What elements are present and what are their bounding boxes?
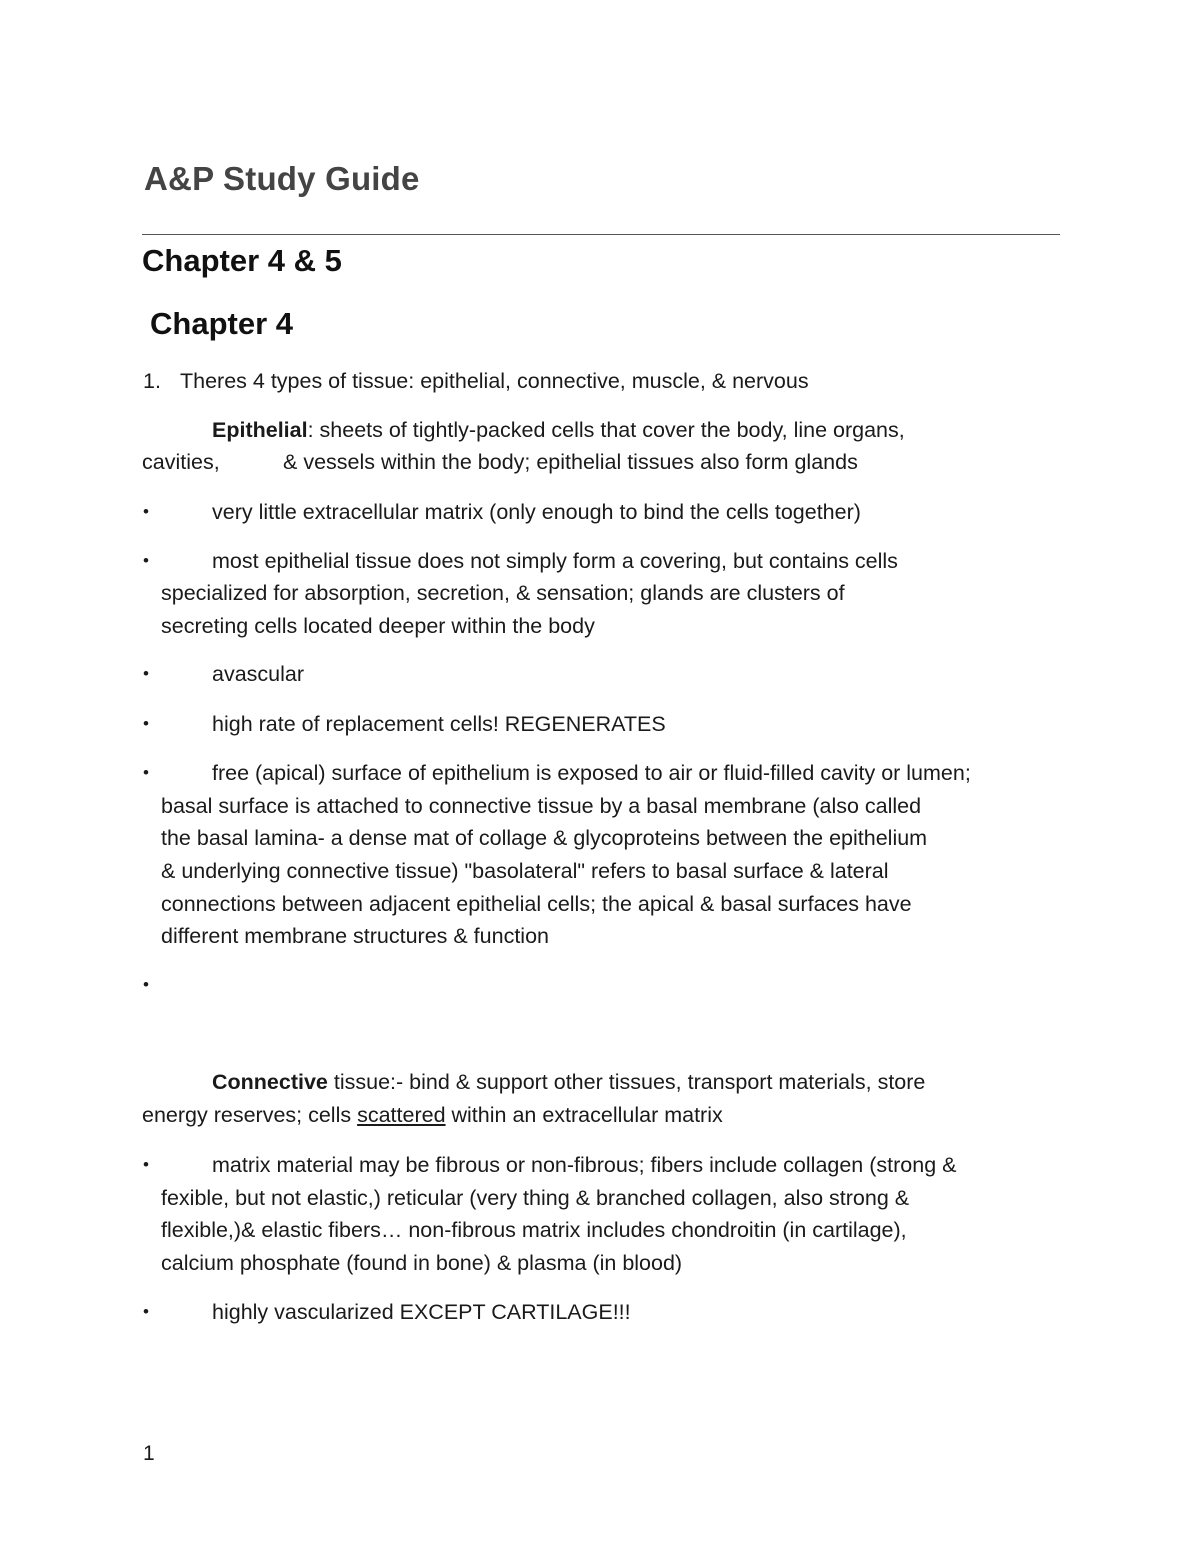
list-item: avascular xyxy=(212,662,305,686)
list-item-continuation: different membrane structures & function xyxy=(161,924,549,948)
connective-definition-text-b: within an extracellular matrix xyxy=(445,1103,723,1127)
connective-definition-line1 xyxy=(212,1066,925,1099)
title-divider xyxy=(142,234,1060,235)
list-item-continuation: the basal lamina- a dense mat of collage & glycoproteins between the epithelium xyxy=(161,826,928,850)
list-item-number: 1. xyxy=(143,369,161,393)
list-item-continuation: fexible, but not elastic,) reticular (very thing & branched collagen, also strong & xyxy=(161,1186,910,1210)
underlined-word: scattered xyxy=(357,1103,446,1127)
list-item-continuation: basal surface is attached to connective tissue by a basal membrane (also called xyxy=(161,794,922,818)
bullet-icon: • xyxy=(143,975,149,994)
list-item: highly vascularized EXCEPT CARTILAGE!!! xyxy=(212,1300,631,1324)
list-item: free (apical) surface of epithelium is exposed to air or fluid-filled cavity or lumen; xyxy=(212,761,971,785)
list-item-continuation: flexible,)& elastic fibers… non-fibrous matrix includes chondroitin (in cartilage), xyxy=(161,1218,907,1242)
list-item: high rate of replacement cells! REGENERATES xyxy=(212,712,666,736)
epithelial-definition-line2a: cavities, xyxy=(142,450,220,474)
chapter-heading: Chapter 4 & 5 xyxy=(142,243,342,278)
list-item-continuation: connections between adjacent epithelial cells; the apical & basal surfaces have xyxy=(161,892,912,916)
list-item: matrix material may be fibrous or non-fibrous; fibers include collagen (strong & xyxy=(212,1153,957,1177)
chapter-subheading: Chapter 4 xyxy=(150,306,293,341)
bullet-icon: • xyxy=(143,1302,149,1321)
bullet-icon: • xyxy=(143,763,149,782)
list-item: most epithelial tissue does not simply form a covering, but contains cells xyxy=(212,549,898,573)
list-item-continuation: calcium phosphate (found in bone) & plasma (in blood) xyxy=(161,1251,683,1275)
epithelial-definition-line1 xyxy=(212,414,905,447)
connective-definition-text: tissue:- bind & support other tissues, transport materials, store xyxy=(327,1070,926,1094)
list-item-text: Theres 4 types of tissue: epithelial, connective, muscle, & nervous xyxy=(180,369,809,393)
connective-definition-line2 xyxy=(142,1099,723,1132)
epithelial-term: Epithelial xyxy=(212,418,308,442)
connective-definition-text-a: energy reserves; cells xyxy=(142,1103,358,1127)
page-number: 1 xyxy=(143,1442,155,1465)
epithelial-definition-text: : sheets of tightly-packed cells that cover the body, line organs, xyxy=(307,418,905,442)
bullet-icon: • xyxy=(143,664,149,683)
list-item-continuation: secreting cells located deeper within the body xyxy=(161,614,595,638)
bullet-icon: • xyxy=(143,551,149,570)
list-item-continuation: specialized for absorption, secretion, & sensation; glands are clusters of xyxy=(161,581,845,605)
list-item: very little extracellular matrix (only enough to bind the cells together) xyxy=(212,500,861,524)
bullet-icon: • xyxy=(143,714,149,733)
list-item-continuation: & underlying connective tissue) "basolateral" refers to basal surface & lateral xyxy=(161,859,889,883)
epithelial-definition-line2b: & vessels within the body; epithelial tissues also form glands xyxy=(283,450,858,474)
bullet-icon: • xyxy=(143,502,149,521)
bullet-icon: • xyxy=(143,1155,149,1174)
connective-term: Connective xyxy=(212,1070,328,1094)
document-title: A&P Study Guide xyxy=(144,160,420,197)
